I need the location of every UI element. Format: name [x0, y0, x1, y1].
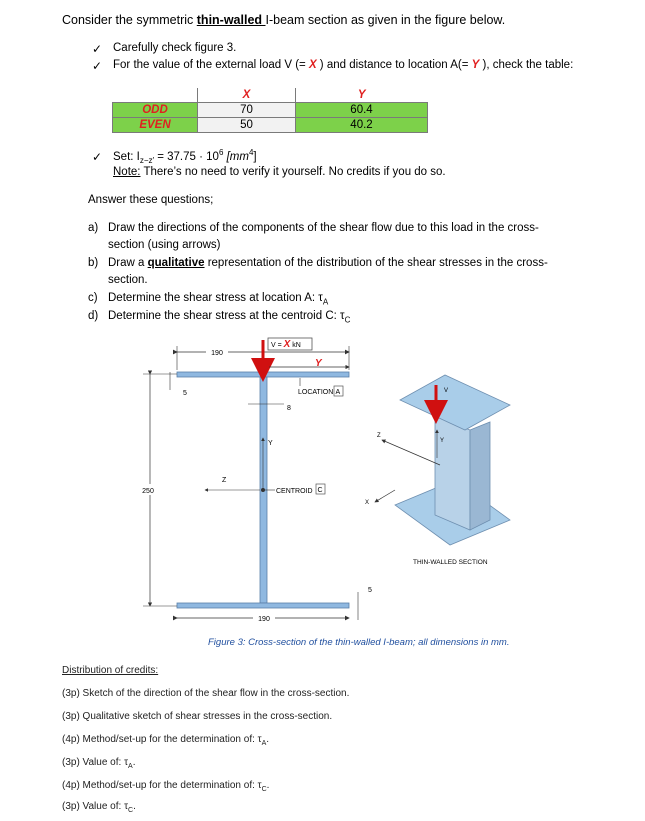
question-a-line2: section (using arrows) [108, 239, 221, 251]
thick-top-label: 5 [183, 390, 187, 397]
intro-line [62, 13, 505, 27]
question-b-line2: section. [108, 274, 148, 286]
credit-item [62, 757, 135, 770]
load-label: V = X kN [271, 339, 301, 350]
set-i-close: ] [253, 150, 257, 163]
location-box-label: A [335, 389, 341, 396]
iso-web-side [435, 415, 470, 530]
credit-item: (3p) Qualitative sketch of shear stresses in the cross-section. [62, 711, 333, 722]
centroid-dot [261, 488, 265, 492]
iso-x-arrow [375, 490, 395, 502]
credit-item-end: . [266, 734, 270, 745]
bullet-2-y: Y [471, 59, 480, 71]
centroid-box-label: C [317, 487, 323, 494]
table-cell-x: 70 [198, 103, 296, 118]
set-i-sub: z−z′ [139, 156, 155, 166]
bullet-3 [113, 148, 257, 165]
dim-height-label: 250 [142, 488, 154, 495]
credit-item: (3p) Sketch of the direction of the shear flow in the cross-section. [62, 688, 350, 699]
iso-top-flange [400, 375, 510, 430]
credit-item-text: (4p) Method/set-up for the determination of: τ [62, 780, 262, 791]
question-d-label: d) [88, 310, 99, 322]
table-cell-y: 40.2 [296, 118, 428, 133]
credit-item-text: (3p) Value of: τ [62, 801, 129, 812]
iso-y-label: Y [440, 438, 445, 444]
set-i-exp: 6 [218, 148, 224, 157]
question-b-line1 [108, 257, 548, 269]
question-b-label: b) [88, 257, 99, 269]
credits-title: Distribution of credits: [62, 665, 159, 676]
iso-x-label: X [365, 500, 370, 506]
bullet-2-pre: For the value of the external load V (= [113, 59, 309, 71]
intro-emph: thin-walled [196, 13, 266, 27]
top-flange [177, 372, 349, 377]
set-i-unit: [mm [223, 150, 249, 163]
set-i-label: Set: I [113, 150, 140, 163]
iso-web-face [470, 422, 490, 530]
intro-suffix: I-beam section as given in the figure below. [265, 13, 506, 27]
credit-item [62, 801, 136, 814]
bottom-flange [177, 603, 349, 608]
bullet-1: Carefully check figure 3. [113, 42, 237, 54]
question-c-label: c) [88, 292, 98, 304]
table-header-x: X [242, 89, 251, 101]
check-icon: ✓ [92, 59, 103, 73]
question-a-label: a) [88, 222, 99, 234]
note-label: Note: [113, 166, 141, 178]
question-c [108, 292, 328, 306]
centroid-label: CENTROID [276, 488, 313, 495]
z-axis-label: Z [222, 477, 227, 484]
note-line [113, 166, 446, 178]
question-b-post: representation of the distribution of the shear stresses in the cross- [204, 257, 548, 269]
bullet-2 [113, 59, 573, 71]
figure-caption: Figure 3: Cross-section of the thin-walled I-beam; all dimensions in mm. [208, 637, 510, 648]
credit-item-end: . [133, 801, 136, 812]
question-d [108, 310, 350, 324]
bullet-2-post: ), check the table: [479, 59, 574, 71]
table-row-label: ODD [142, 104, 168, 116]
question-a-line1: Draw the directions of the components of the shear flow due to this load in the cross- [108, 222, 539, 234]
thick-bottom-label: 5 [368, 587, 372, 594]
iso-v-label: V [444, 388, 449, 394]
note-text: There’s no need to verify it yourself. No credits if you do so. [140, 166, 446, 178]
check-icon: ✓ [92, 42, 103, 56]
credit-item-text: (3p) Value of: τ [62, 757, 129, 768]
iso-z-arrow [382, 440, 440, 465]
thin-walled-label: THIN-WALLED SECTION [413, 559, 488, 566]
credit-item-sub: C [261, 786, 267, 793]
dim-top-label: 190 [211, 350, 223, 357]
question-c-sub: A [322, 297, 329, 307]
question-c-text: Determine the shear stress at location A: τ [108, 292, 323, 304]
credit-item-sub: C [128, 807, 134, 814]
iso-z-label: Z [377, 433, 381, 439]
table-header-row [113, 88, 428, 103]
credit-item-sub: A [261, 740, 267, 747]
thick-web-label: 8 [287, 405, 291, 412]
table-row [113, 103, 428, 118]
dim-y-label: Y [315, 358, 322, 369]
set-i-unit-exp: 4 [248, 148, 254, 157]
credit-item [62, 734, 269, 747]
figure-3 [0, 330, 645, 630]
credit-item-text: (4p) Method/set-up for the determination of: τ [62, 734, 262, 745]
intro-prefix: Consider the symmetric [62, 13, 197, 27]
table-row-label: EVEN [139, 119, 171, 131]
table-header-y: Y [357, 89, 366, 101]
y-axis-label: Y [268, 440, 273, 447]
table-cell-x: 50 [198, 118, 296, 133]
set-i-value: = 37.75 · 10 [154, 150, 219, 163]
credit-item-end: . [266, 780, 270, 791]
question-d-sub: C [344, 315, 351, 325]
question-b-emph: qualitative [147, 257, 205, 269]
values-table [112, 88, 428, 133]
credit-item [62, 780, 269, 793]
table-header-empty [113, 88, 198, 103]
dim-bottom-label: 190 [258, 616, 270, 623]
credit-item-sub: A [128, 763, 133, 770]
question-d-text: Determine the shear stress at the centroid C: τ [108, 310, 345, 322]
questions-intro: Answer these questions; [88, 194, 214, 206]
location-label: LOCATION [298, 389, 334, 396]
bullet-2-x: X [308, 59, 317, 71]
table-cell-y: 60.4 [296, 103, 428, 118]
bullet-2-mid: ) and distance to location A(= [316, 59, 472, 71]
question-b-pre: Draw a [108, 257, 148, 269]
credit-item-end: . [132, 757, 136, 768]
table-row [113, 118, 428, 133]
check-icon: ✓ [92, 150, 103, 164]
isometric-beam [365, 375, 510, 545]
